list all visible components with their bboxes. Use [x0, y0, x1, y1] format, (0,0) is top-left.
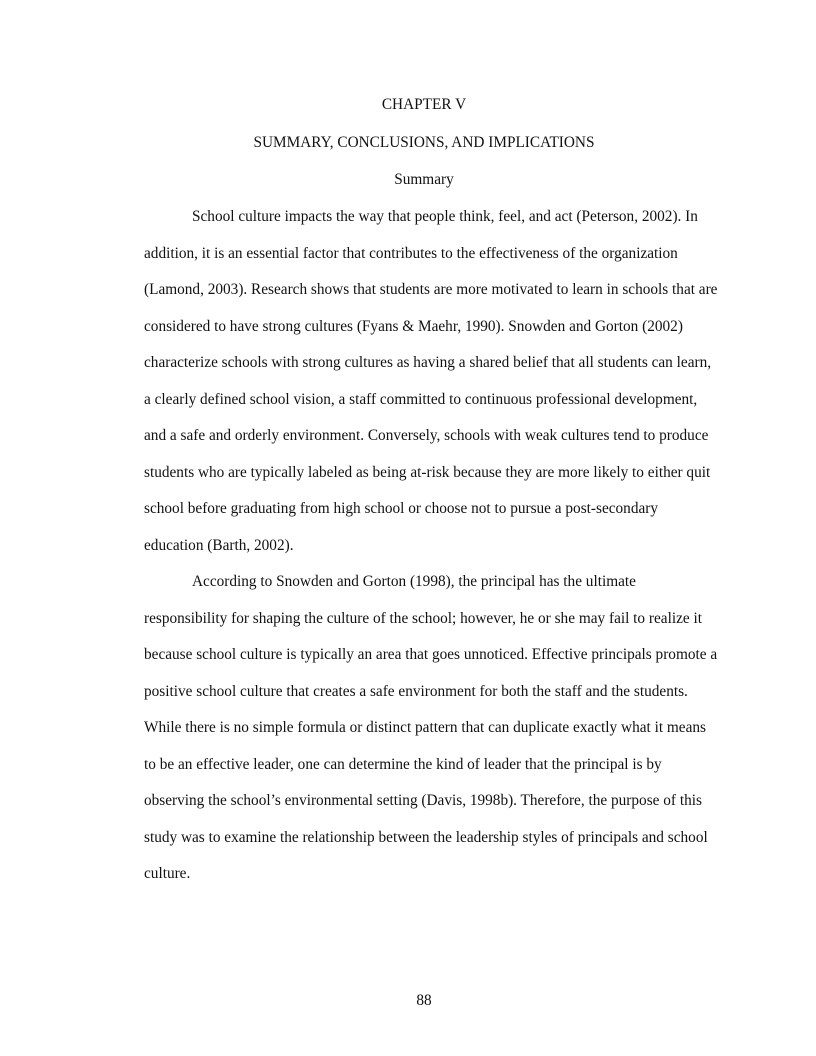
section-heading: Summary — [394, 171, 454, 188]
chapter-heading: CHAPTER V — [381, 96, 467, 113]
body-text — [144, 199, 720, 893]
paragraph: According to Snowden and Gorton (1998), the principal has the ultimate responsibility for shaping the culture of the school; however, he or she may fail to realize it because school culture is typically an area that goes unnoticed. Effective principals promote a positive school culture that creates a safe environment for both the staff and the students. While there is no simple formula or distinct pattern that can duplicate exactly what it means to be an effective leader, one can determine the kind of leader that the principal is by observing the school’s environmental setting (Davis, 1998b). Therefore, the purpose of this study was to examine the relationship between the leadership styles of principals and school culture. — [144, 573, 718, 882]
paragraph: School culture impacts the way that people think, feel, and act (Peterson, 2002). In addition, it is an essential factor that contributes to the effectiveness of the organization (Lamond, 2003). Research shows that students are more motivated to learn in schools that are considered to have strong cultures (Fyans & Maehr, 1990). Snowden and Gorton (2002) characterize schools with strong cultures as having a shared belief that all students can learn, a clearly defined school vision, a staff committed to continuous professional development, and a safe and orderly environment. Conversely, schools with weak cultures tend to produce students who are typically labeled as being at-risk because they are more likely to either quit school before graduating from high school or choose not to pursue a post-secondary education (Barth, 2002). — [144, 208, 718, 554]
chapter-title: SUMMARY, CONCLUSIONS, AND IMPLICATIONS — [253, 134, 595, 151]
page-number: 88 — [416, 992, 432, 1009]
